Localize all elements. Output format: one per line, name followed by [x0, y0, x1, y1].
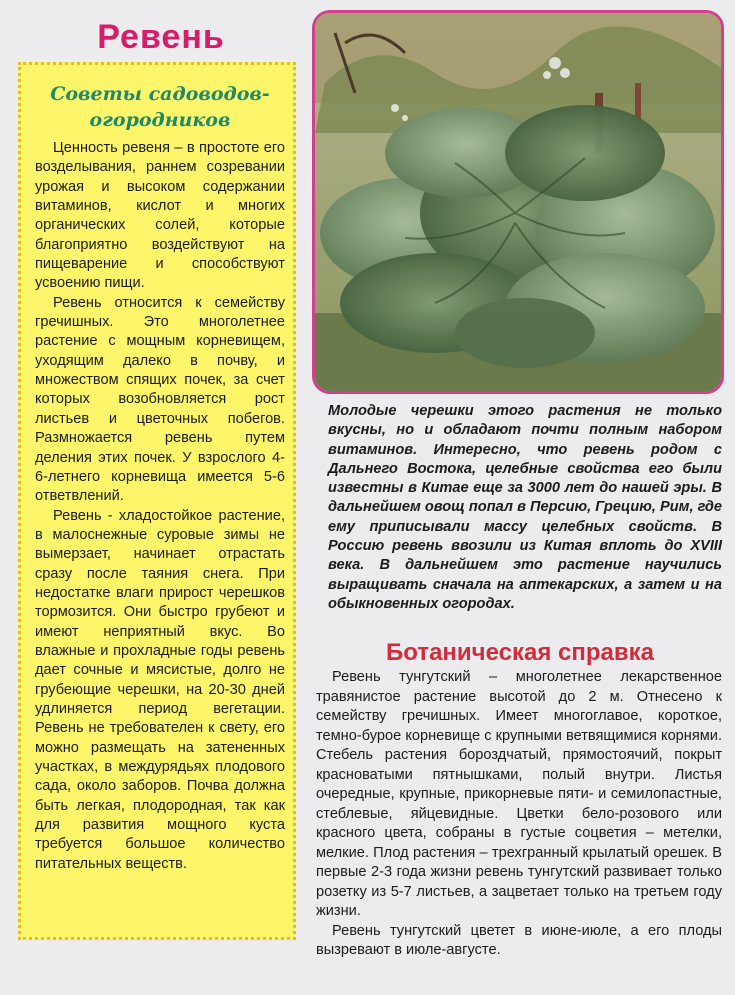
gardener-tips-text — [35, 139, 285, 874]
gardener-tips-box — [18, 62, 296, 940]
tips-paragraph-3: Ревень - хладостойкое растение, в малоснежные суровые зимы не вымерзает, начинает отрастать сразу после таяния снега. При недостатке влаги прирост черешков тормозится. Они быстро грубеют и имеют неприятный вкус. Во влажные и прохладные годы ревень дает сочные и мясистые, долго не грубеющие черешки, на 20-30 дней удлиняется период вегетации. Ревень не требователен к свету, его можно размещать на затененных участках, в междурядьях плодового сада, около заборов. Почва должна быть легкая, плодородная, так как для развития мощного куста требуется большое количество питательных веществ. — [35, 507, 285, 872]
botanical-reference-text — [316, 668, 722, 961]
gardener-tips-content — [35, 71, 285, 874]
reference-paragraph-2: Ревень тунгутский цветет в июне-июле, а его плоды вызревают в июле-августе. — [316, 922, 722, 958]
rhubarb-plant-illustration — [315, 13, 721, 391]
rhubarb-photo — [312, 10, 724, 394]
gardener-tips-heading: Советы садоводов-огородников — [50, 83, 270, 131]
photo-caption-text: Молодые черешки этого растения не только вкусны, но и обладают почти полным набором витаминов. Интересно, что ревень родом с Дальнего Востока, целебные свойства его были известны в Китае еще за 3000 лет до нашей эры. В дальнейшем овощ попал в Персию, Грецию, Рим, где ему приписывали массу целебных свойств. В Россию ревень ввозили из Китая вплоть до XVIII века. В дальнейшем это растение научились выращивать сначала на аптекарских, а затем и на обыкновенных огородах. — [328, 403, 722, 612]
botanical-reference-heading: Ботаническая справка — [386, 639, 654, 666]
tips-paragraph-2: Ревень относится к семейству гречишных. Это многолетнее растение с мощным корневищем, уходящим далеко в почву, и множеством спящих почек, за счет которых возобновляется рост листьев и цветочных побегов. Размножается ревень путем деления этих почек. У взрослого 4-6-летнего корневища имеется 5-6 ответвлений. — [35, 294, 285, 505]
tips-paragraph-1: Ценность ревеня – в простоте его возделывания, раннем созревании урожая и высоком содержании витаминов, кислот и многих органических солей, которые благоприятно воздействуют на пищеварение и способствуют усвоению пищи. — [35, 140, 285, 292]
page-title: Ревень — [97, 18, 225, 56]
photo-caption — [328, 402, 722, 614]
reference-paragraph-1: Ревень тунгутский – многолетнее лекарственное травянистое растение высотой до 2 м. Отнесено к семейству гречишных. Имеет многоглавое, короткое, темно-бурое корневище с крупными ветвящимися корнями. Стебель растения бороздчатый, прямостоячий, покрыт красноватыми пятнышками, полый внутри. Листья очередные, крупные, прикорневые пяти- и семилопастные, стеблевые, яйцевидные. Цветки бело-розового или красного цвета, собраны в густые соцветия – метелки, мелкие. Плод растения – трехгранный крылатый орешек. В первые 2-3 года жизни ревень тунгутский развивает только розетку из 5-7 листьев, а зацветает только на третьем году жизни. — [316, 669, 722, 919]
